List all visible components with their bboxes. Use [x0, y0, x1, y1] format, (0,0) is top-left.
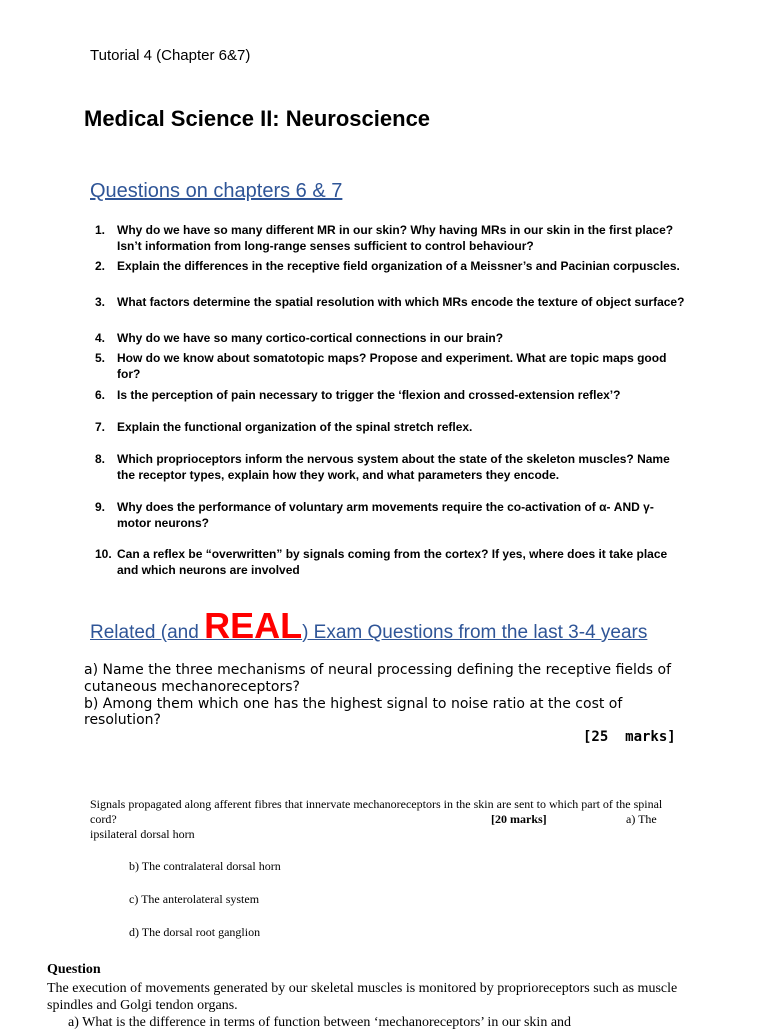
question-label: Question [47, 962, 101, 977]
question-text: Is the perception of pain necessary to trigger the ‘flexion and crossed-extension reflex’? [117, 388, 621, 402]
question-text-block: The execution of movements generated by our skeletal muscles is monitored by proprioreceptors such as muscle spindles and Golgi tendon organs. [47, 981, 678, 1013]
question-number: 8. [95, 452, 106, 466]
question-text: Explain the differences in the receptive field organization of a Meissner’s and Pacinian corpuscles. [117, 259, 680, 273]
question-number: 3. [95, 295, 106, 309]
question-number: 9. [95, 500, 106, 514]
question-number: 6. [95, 388, 106, 402]
marks-25: [25 marks] [583, 729, 676, 745]
exam-question-receptive-fields [84, 662, 684, 729]
page-title: Medical Science II: Neuroscience [84, 106, 431, 131]
question-text: Can a reflex be “overwritten” by signals coming from the cortex? If yes, where does it take place and which neurons are involved [117, 547, 668, 577]
question-number: 2. [95, 259, 106, 273]
exam-heading-prefix: Related (and [90, 622, 205, 643]
question-number: 7. [95, 420, 106, 434]
question-number: 4. [95, 331, 106, 345]
exam-heading-suffix: ) Exam Questions from the last 3-4 years [302, 622, 648, 643]
marks-20: [20 marks] [491, 812, 547, 826]
question-text: Why do we have so many different MR in our skin? Why having MRs in our skin in the first place? Isn’t information from long-range senses sufficient to control behaviour? [117, 223, 674, 253]
exam-question-a: a) Name the three mechanisms of neural processing defining the receptive fields of cutaneous mechanoreceptors? [84, 662, 672, 695]
question-number: 5. [95, 351, 106, 365]
tutorial-label: Tutorial 4 (Chapter 6&7) [90, 47, 251, 64]
question-text: Which proprioceptors inform the nervous system about the state of the skeleton muscles? Name the receptor types, explain how they work, and what parameters they encode. [117, 452, 670, 482]
exam-heading-real: REAL [204, 605, 303, 646]
question-number: 10. [95, 547, 112, 561]
question-text: Explain the functional organization of the spinal stretch reflex. [117, 420, 473, 434]
exam-question-b: b) Among them which one has the highest signal to noise ratio at the cost of resolution? [84, 695, 623, 729]
option-c: c) The anterolateral system [129, 892, 260, 906]
spinal-cord-question: Signals propagated along afferent fibres that innervate mechanoreceptors in the skin are sent to which part of the spinal cord? [90, 797, 663, 826]
question-text: Why does the performance of voluntary arm movements require the co-activation of α- AND γ-motor neurons? [117, 500, 654, 530]
option-d: d) The dorsal root ganglion [129, 925, 261, 939]
exam-heading [90, 605, 647, 647]
option-b: b) The contralateral dorsal horn [129, 859, 281, 873]
option-a-label: a) The [626, 812, 657, 826]
option-a-text: ipsilateral dorsal horn [90, 827, 195, 841]
question-text: Why do we have so many cortico-cortical connections in our brain? [117, 331, 504, 345]
sub-question-a: a) What is the difference in terms of function between ‘mechanoreceptors’ in our skin and [68, 1015, 572, 1030]
section-heading: Questions on chapters 6 & 7 [90, 180, 343, 202]
question-text: How do we know about somatotopic maps? Propose and experiment. What are topic maps good for? [117, 351, 667, 381]
question-text: What factors determine the spatial resolution with which MRs encode the texture of object surface? [117, 295, 685, 309]
question-number: 1. [95, 223, 106, 237]
